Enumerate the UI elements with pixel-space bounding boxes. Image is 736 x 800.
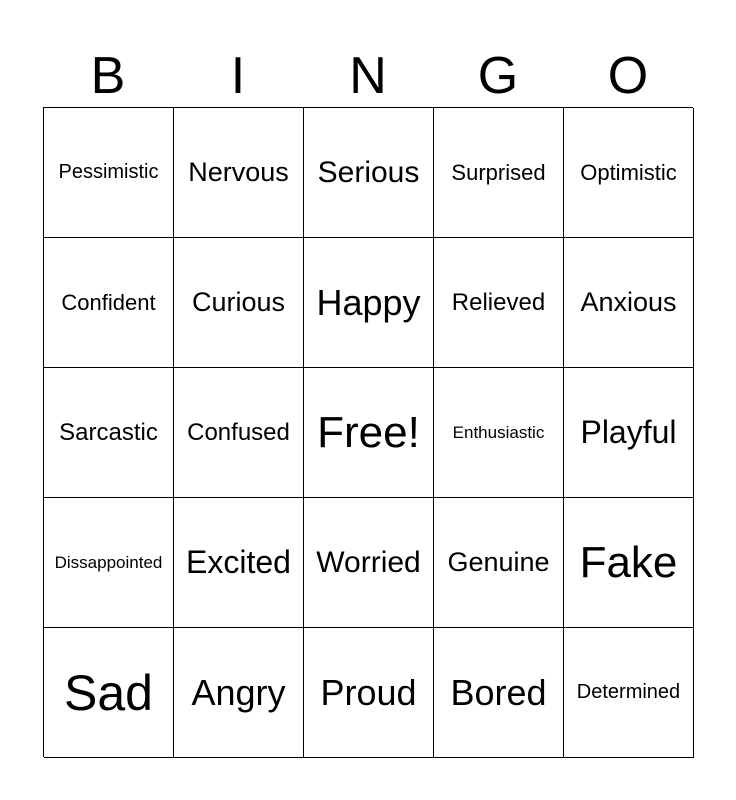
- bingo-cell[interactable]: Bored: [434, 628, 564, 758]
- bingo-cell[interactable]: Sad: [44, 628, 174, 758]
- header-letter-n: N: [349, 47, 387, 105]
- header-letter-b: B: [90, 47, 126, 105]
- bingo-cell[interactable]: Confident: [44, 238, 174, 368]
- bingo-cell[interactable]: Determined: [564, 628, 694, 758]
- bingo-cell[interactable]: Excited: [174, 498, 304, 628]
- bingo-cell[interactable]: Relieved: [434, 238, 564, 368]
- bingo-cell[interactable]: Worried: [304, 498, 434, 628]
- bingo-board: [43, 107, 693, 757]
- bingo-cell[interactable]: Happy: [304, 238, 434, 368]
- bingo-cell[interactable]: Curious: [174, 238, 304, 368]
- bingo-cell[interactable]: Surprised: [434, 108, 564, 238]
- bingo-cell[interactable]: Anxious: [564, 238, 694, 368]
- header-letter-o: O: [607, 47, 649, 105]
- free-space-cell[interactable]: Free!: [304, 368, 434, 498]
- bingo-cell[interactable]: Optimistic: [564, 108, 694, 238]
- bingo-cell[interactable]: Enthusiastic: [434, 368, 564, 498]
- bingo-cell[interactable]: Dissappointed: [44, 498, 174, 628]
- bingo-header: [43, 44, 693, 108]
- bingo-cell[interactable]: Serious: [304, 108, 434, 238]
- bingo-cell[interactable]: Genuine: [434, 498, 564, 628]
- bingo-cell[interactable]: Angry: [174, 628, 304, 758]
- bingo-cell[interactable]: Fake: [564, 498, 694, 628]
- bingo-cell[interactable]: Proud: [304, 628, 434, 758]
- bingo-cell[interactable]: Nervous: [174, 108, 304, 238]
- bingo-cell[interactable]: Confused: [174, 368, 304, 498]
- header-letter-i: I: [230, 47, 246, 105]
- header-letter-g: G: [477, 47, 519, 105]
- bingo-cell[interactable]: Pessimistic: [44, 108, 174, 238]
- bingo-cell[interactable]: Playful: [564, 368, 694, 498]
- bingo-cell[interactable]: Sarcastic: [44, 368, 174, 498]
